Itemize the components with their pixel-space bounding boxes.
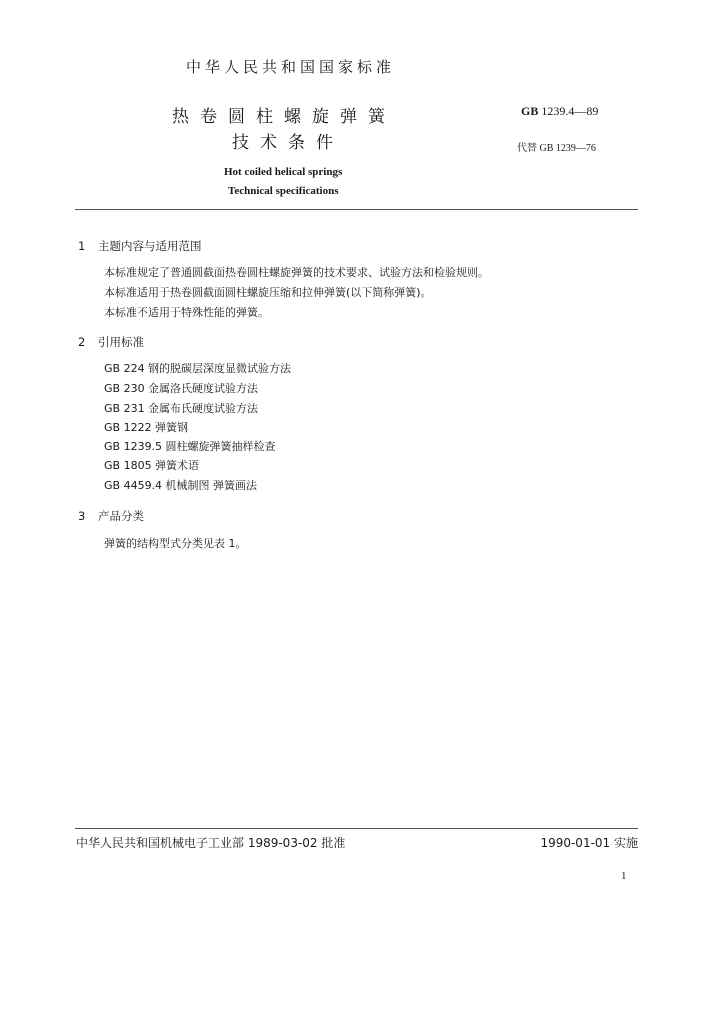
reference-item: GB 231 金属布氏硬度试验方法 [104,402,259,415]
section1-paragraph: 本标准规定了普通圆截面热卷圆柱螺旋弹簧的技术要求、试验方法和检验规则。 [104,266,489,279]
section-number: 2 [78,335,86,349]
national-standard-heading: 中华人民共和国国家标准 [186,58,396,76]
section-heading-3 [78,508,144,524]
reference-item: GB 224 钢的脱碳层深度显微试验方法 [104,362,292,375]
reference-item: GB 1222 弹簧钢 [104,421,189,434]
implementation-date: 1990-01-01 实施 [540,836,638,850]
standard-number [521,104,598,119]
english-title-line2: Technical specifications [228,185,339,197]
document-title-line1: 热卷圆柱螺旋弹簧 [172,107,396,127]
standard-prefix: GB [521,104,539,118]
english-title-line1: Hot coiled helical springs [224,166,343,178]
section-title: 主题内容与适用范围 [98,239,202,253]
section1-paragraph: 本标准适用于热卷圆截面圆柱螺旋压缩和拉伸弹簧(以下简称弹簧)。 [104,286,432,299]
document-title-line2: 技术条件 [232,133,344,153]
section-title: 引用标准 [98,335,144,349]
section3-paragraph: 弹簧的结构型式分类见表 1。 [104,537,247,550]
section1-paragraph: 本标准不适用于特殊性能的弹簧。 [104,306,269,319]
replaces-standard: 代替 GB 1239—76 [517,143,596,154]
section-heading-2 [78,334,144,350]
reference-item: GB 1239.5 圆柱螺旋弹簧抽样检查 [104,440,276,453]
section-number: 3 [78,509,86,523]
page-number: 1 [621,870,627,882]
section-number: 1 [78,239,86,253]
reference-item: GB 4459.4 机械制图 弹簧画法 [104,479,258,492]
footer-divider [75,828,638,829]
reference-item: GB 230 金属洛氏硬度试验方法 [104,382,259,395]
section-title: 产品分类 [98,509,144,523]
section-heading-1 [78,238,202,254]
header-divider [75,209,638,210]
approval-statement: 中华人民共和国机械电子工业部 1989-03-02 批准 [76,836,346,850]
standard-number-value: 1239.4—89 [541,104,599,118]
reference-item: GB 1805 弹簧术语 [104,459,200,472]
